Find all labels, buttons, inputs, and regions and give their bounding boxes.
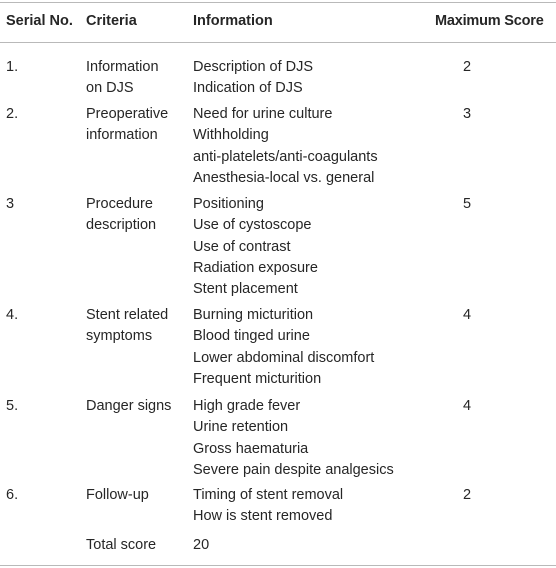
- header-max-score: Maximum Score: [435, 13, 544, 29]
- row-2-criteria: Preoperative information: [86, 106, 169, 144]
- row-2-score: 3: [462, 106, 472, 122]
- row-5-serial: 5.: [6, 398, 19, 414]
- row-6-criteria: Follow-up: [86, 487, 149, 503]
- row-5-criteria: Danger signs: [86, 398, 172, 414]
- row-4-serial: 4.: [6, 307, 19, 323]
- row-1-information: Description of DJS Indication of DJS: [193, 59, 314, 97]
- row-6-serial: 6.: [6, 487, 19, 503]
- row-5-score: 4: [462, 398, 472, 414]
- row-2-information: Need for urine culture Withholding anti-platelets/anti-coagulants Anesthesia-local vs. general: [193, 106, 378, 186]
- row-1-serial: 1.: [6, 59, 19, 75]
- row-3-score: 5: [462, 196, 472, 212]
- header-serial: Serial No.: [6, 13, 73, 29]
- header-rule: [0, 42, 556, 43]
- total-score-value: 20: [193, 537, 210, 553]
- row-3-serial: 3: [6, 196, 15, 212]
- row-3-information: Positioning Use of cystoscope Use of contrast Radiation exposure Stent placement: [193, 196, 318, 298]
- row-6-information: Timing of stent removal How is stent removed: [193, 487, 344, 525]
- row-4-information: Burning micturition Blood tinged urine Lower abdominal discomfort Frequent micturition: [193, 307, 375, 387]
- row-2-serial: 2.: [6, 106, 19, 122]
- row-1-score: 2: [462, 59, 472, 75]
- header-information: Information: [193, 13, 273, 29]
- header-criteria: Criteria: [86, 13, 137, 29]
- table-top-rule: [0, 2, 556, 3]
- row-4-criteria: Stent related symptoms: [86, 307, 169, 345]
- row-4-score: 4: [462, 307, 472, 323]
- row-1-criteria: Information on DJS: [86, 59, 159, 97]
- table-bottom-rule: [0, 565, 556, 566]
- row-5-information: High grade fever Urine retention Gross haematuria Severe pain despite analgesics: [193, 398, 394, 478]
- total-score-label: Total score: [86, 537, 157, 553]
- row-3-criteria: Procedure description: [86, 196, 157, 234]
- row-6-score: 2: [462, 487, 472, 503]
